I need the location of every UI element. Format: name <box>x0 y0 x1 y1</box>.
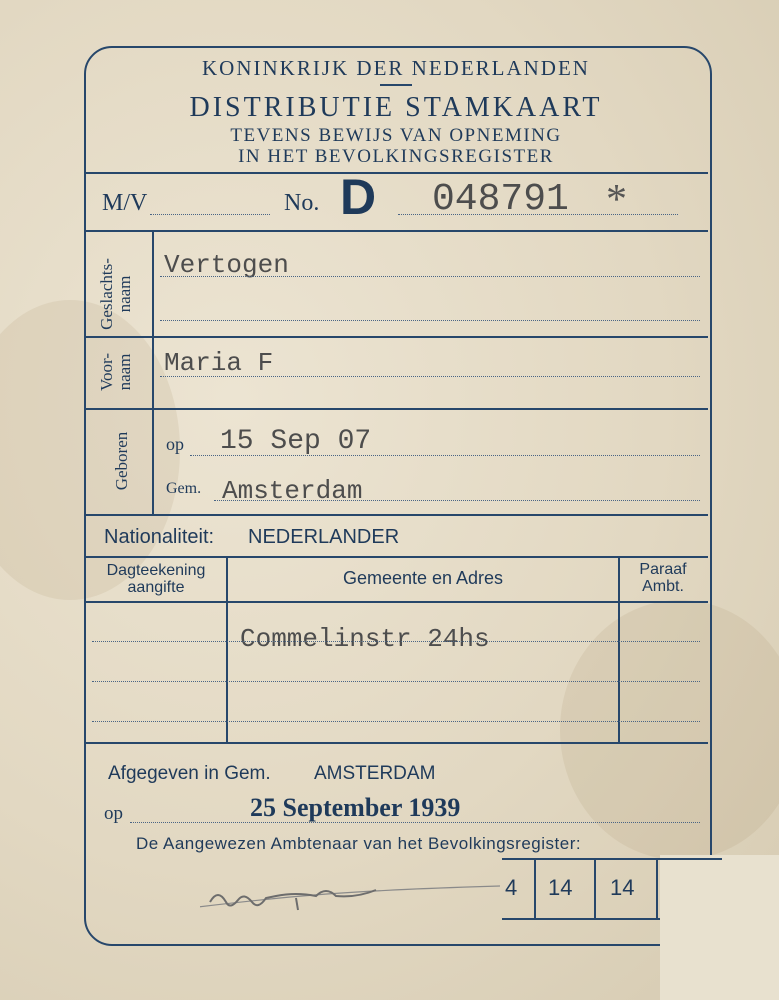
stamp-box-divider <box>656 858 658 918</box>
issued-date: 25 September 1939 <box>250 793 461 822</box>
stamp-number: 14 <box>610 875 635 900</box>
born-label: Geboren <box>112 431 131 491</box>
card-number: 048791 <box>432 178 569 221</box>
sex-dotted-line <box>150 214 270 215</box>
address-header: Gemeente en Adres <box>342 568 504 588</box>
nationality-label: Nationaliteit: <box>104 526 215 548</box>
born-date: 15 Sep 07 <box>220 426 372 457</box>
surname-dotted-line <box>160 320 700 321</box>
issued-date-prefix: op <box>104 803 123 824</box>
row-divider <box>84 556 708 558</box>
stamp-number: 14 <box>548 875 573 900</box>
date-declaration-header: Dagteekening aangifte <box>106 562 206 596</box>
surname-dotted-line <box>160 276 700 277</box>
table-dotted-line <box>92 641 700 642</box>
issued-label: Afgegeven in Gem. <box>108 763 271 784</box>
born-place-prefix: Gem. <box>166 480 202 497</box>
given-name-value: Maria F <box>164 348 274 378</box>
given-name-label: Voor- naam <box>97 352 134 392</box>
number-dotted-line <box>398 214 678 215</box>
official-signature <box>200 876 500 936</box>
nationality-value: NEDERLANDER <box>248 526 400 548</box>
row-divider <box>84 408 708 410</box>
given-name-dotted-line <box>160 376 700 377</box>
issued-dotted-line <box>130 822 700 823</box>
official-initials-header: Paraaf Ambt. <box>639 561 687 595</box>
row-divider <box>84 601 708 603</box>
asterisk-mark: * <box>606 177 627 223</box>
stamp-box-divider <box>594 858 596 918</box>
subtitle-line2: IN HET BEVOLKINGSREGISTER <box>238 146 554 167</box>
born-date-dotted-line <box>190 455 700 456</box>
official-caption: De Aangewezen Ambtenaar van het Bevolkingsregister: <box>136 834 582 853</box>
stamp-number: 4 <box>505 875 518 900</box>
row-divider <box>84 514 708 516</box>
born-place: Amsterdam <box>222 476 363 506</box>
row-divider <box>84 172 708 174</box>
label-column-divider <box>152 230 154 514</box>
issued-place: AMSTERDAM <box>314 763 436 784</box>
subtitle-line1: TEVENS BEWIJS VAN OPNEMING <box>230 125 562 146</box>
row-divider <box>84 230 708 232</box>
row-divider <box>84 336 708 338</box>
kingdom-heading: KONINKRIJK DER NEDERLANDEN <box>202 56 590 80</box>
stamp-box-divider <box>534 858 536 918</box>
sex-label: M/V <box>102 190 148 216</box>
born-date-prefix: op <box>166 434 184 454</box>
card-title: DISTRIBUTIE STAMKAART <box>189 92 603 123</box>
series-letter: D <box>340 169 377 225</box>
torn-corner <box>660 855 779 1000</box>
address-value: Commelinstr 24hs <box>240 624 490 654</box>
surname-label: Geslachts- naam <box>97 258 134 330</box>
table-dotted-line <box>92 721 700 722</box>
stamp-box-bottom <box>502 918 660 920</box>
number-label: No. <box>284 190 320 216</box>
table-dotted-line <box>92 681 700 682</box>
heading-divider <box>380 84 412 86</box>
born-place-dotted-line <box>214 500 700 501</box>
surname-value: Vertogen <box>164 250 289 280</box>
row-divider <box>84 742 708 744</box>
